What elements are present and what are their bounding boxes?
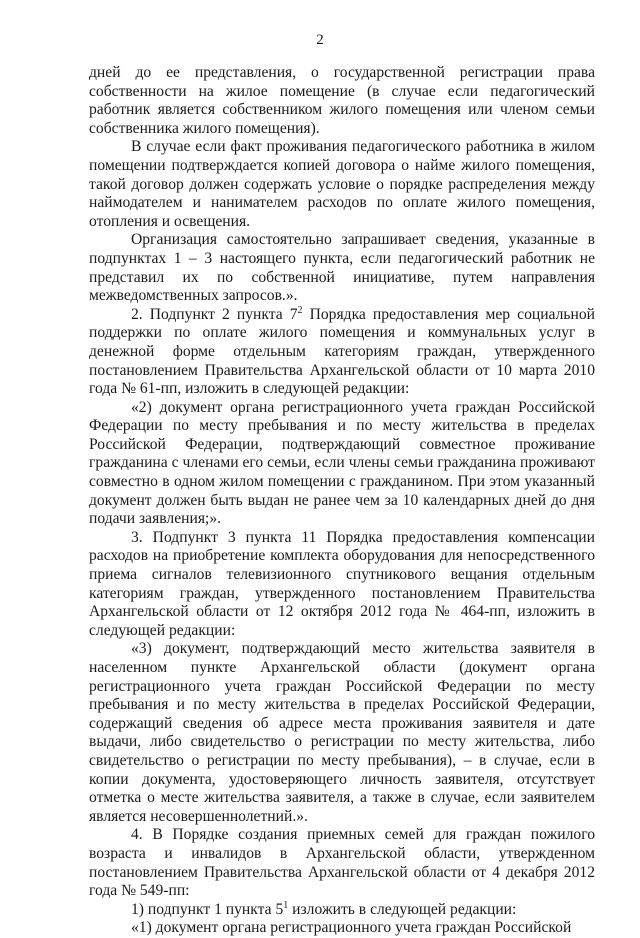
- superscript-1: 1: [283, 899, 289, 911]
- paragraph-3: Организация самостоятельно запрашивает сведения, указанные в подпунктах 1 – 3 настоящего пункта, если педагогический работник не представил их по собственной инициативе, путем направления межведомственных запросов.».: [89, 231, 595, 305]
- superscript-2: 2: [297, 304, 303, 316]
- paragraph-1: дней до ее представления, о государственной регистрации права собственности на жилое помещение (в случае если педагогический работник является собственником жилого помещения или членом семьи собственника жилого помещения).: [89, 64, 595, 137]
- document-body: [89, 64, 595, 938]
- paragraph-4-rest: Порядка предоставления мер социальной поддержки по оплате жилого помещения и коммунальных услуг в денежной форме отдельным категориям граждан, утвержденного постановлением Правительства Архангельской области от 10 марта 2010 года № 61-пп, изложить в следующей редакции:: [89, 305, 595, 398]
- paragraph-9: [89, 901, 595, 920]
- paragraph-4: [89, 306, 595, 399]
- paragraph-4-start: 2. Подпункт 2 пункта 7: [131, 305, 298, 323]
- page-number: 2: [316, 32, 324, 48]
- paragraph-6: 3. Подпункт 3 пункта 11 Порядка предоставления компенсации расходов на приобретение комплекта оборудования для непосредственного приема сигналов телевизионного спутникового вещания отдельным категориям граждан, утвержденного постановлением Правительства Архангельской области от 12 октября 2012 года № 464-пп, изложить в следующей редакции:: [89, 528, 595, 639]
- paragraph-9-start: 1) подпункт 1 пункта 5: [131, 900, 284, 918]
- paragraph-2: В случае если факт проживания педагогического работника в жилом помещении подтверждается копией договора о найме жилого помещения, такой договор должен содержать условие о порядке распределения между наймодателем и нанимателем расходов по оплате жилого помещения, отопления и освещения.: [89, 138, 595, 230]
- paragraph-8: 4. В Порядке создания приемных семей для граждан пожилого возраста и инвалидов в Архангельской области, утвержденном постановлением Правительства Архангельской области от 4 декабря 2012 года № 549-пп:: [89, 826, 595, 900]
- paragraph-9-rest: изложить в следующей редакции:: [288, 900, 517, 918]
- paragraph-10: «1) документ органа регистрационного учета граждан Российской: [131, 919, 572, 937]
- paragraph-7: «3) документ, подтверждающий место жительства заявителя в населенном пункте Архангельской области (документ органа регистрационного учета граждан Российской Федерации по месту пребывания и по месту жительства в пределах Российской Федерации, содержащий сведения об адресе места проживания заявителя и дате выдачи, либо свидетельство о регистрации по месту жительства, либо свидетельство о регистрации по месту пребывания), – в случае, если в копии документа, удостоверяющего личность заявителя, отсутствует отметка о месте жительства заявителя, а также в случае, если заявителем является несовершеннолетний.».: [89, 640, 595, 825]
- paragraph-5: «2) документ органа регистрационного учета граждан Российской Федерации по месту пребывания и по месту жительства в пределах Российской Федерации, подтверждающий совместное проживание гражданина с членами его семьи, если члены семьи гражданина проживают совместно в одном жилом помещении с гражданином. При этом указанный документ должен быть выдан не ранее чем за 10 календарных дней до дня подачи заявления;».: [89, 398, 595, 528]
